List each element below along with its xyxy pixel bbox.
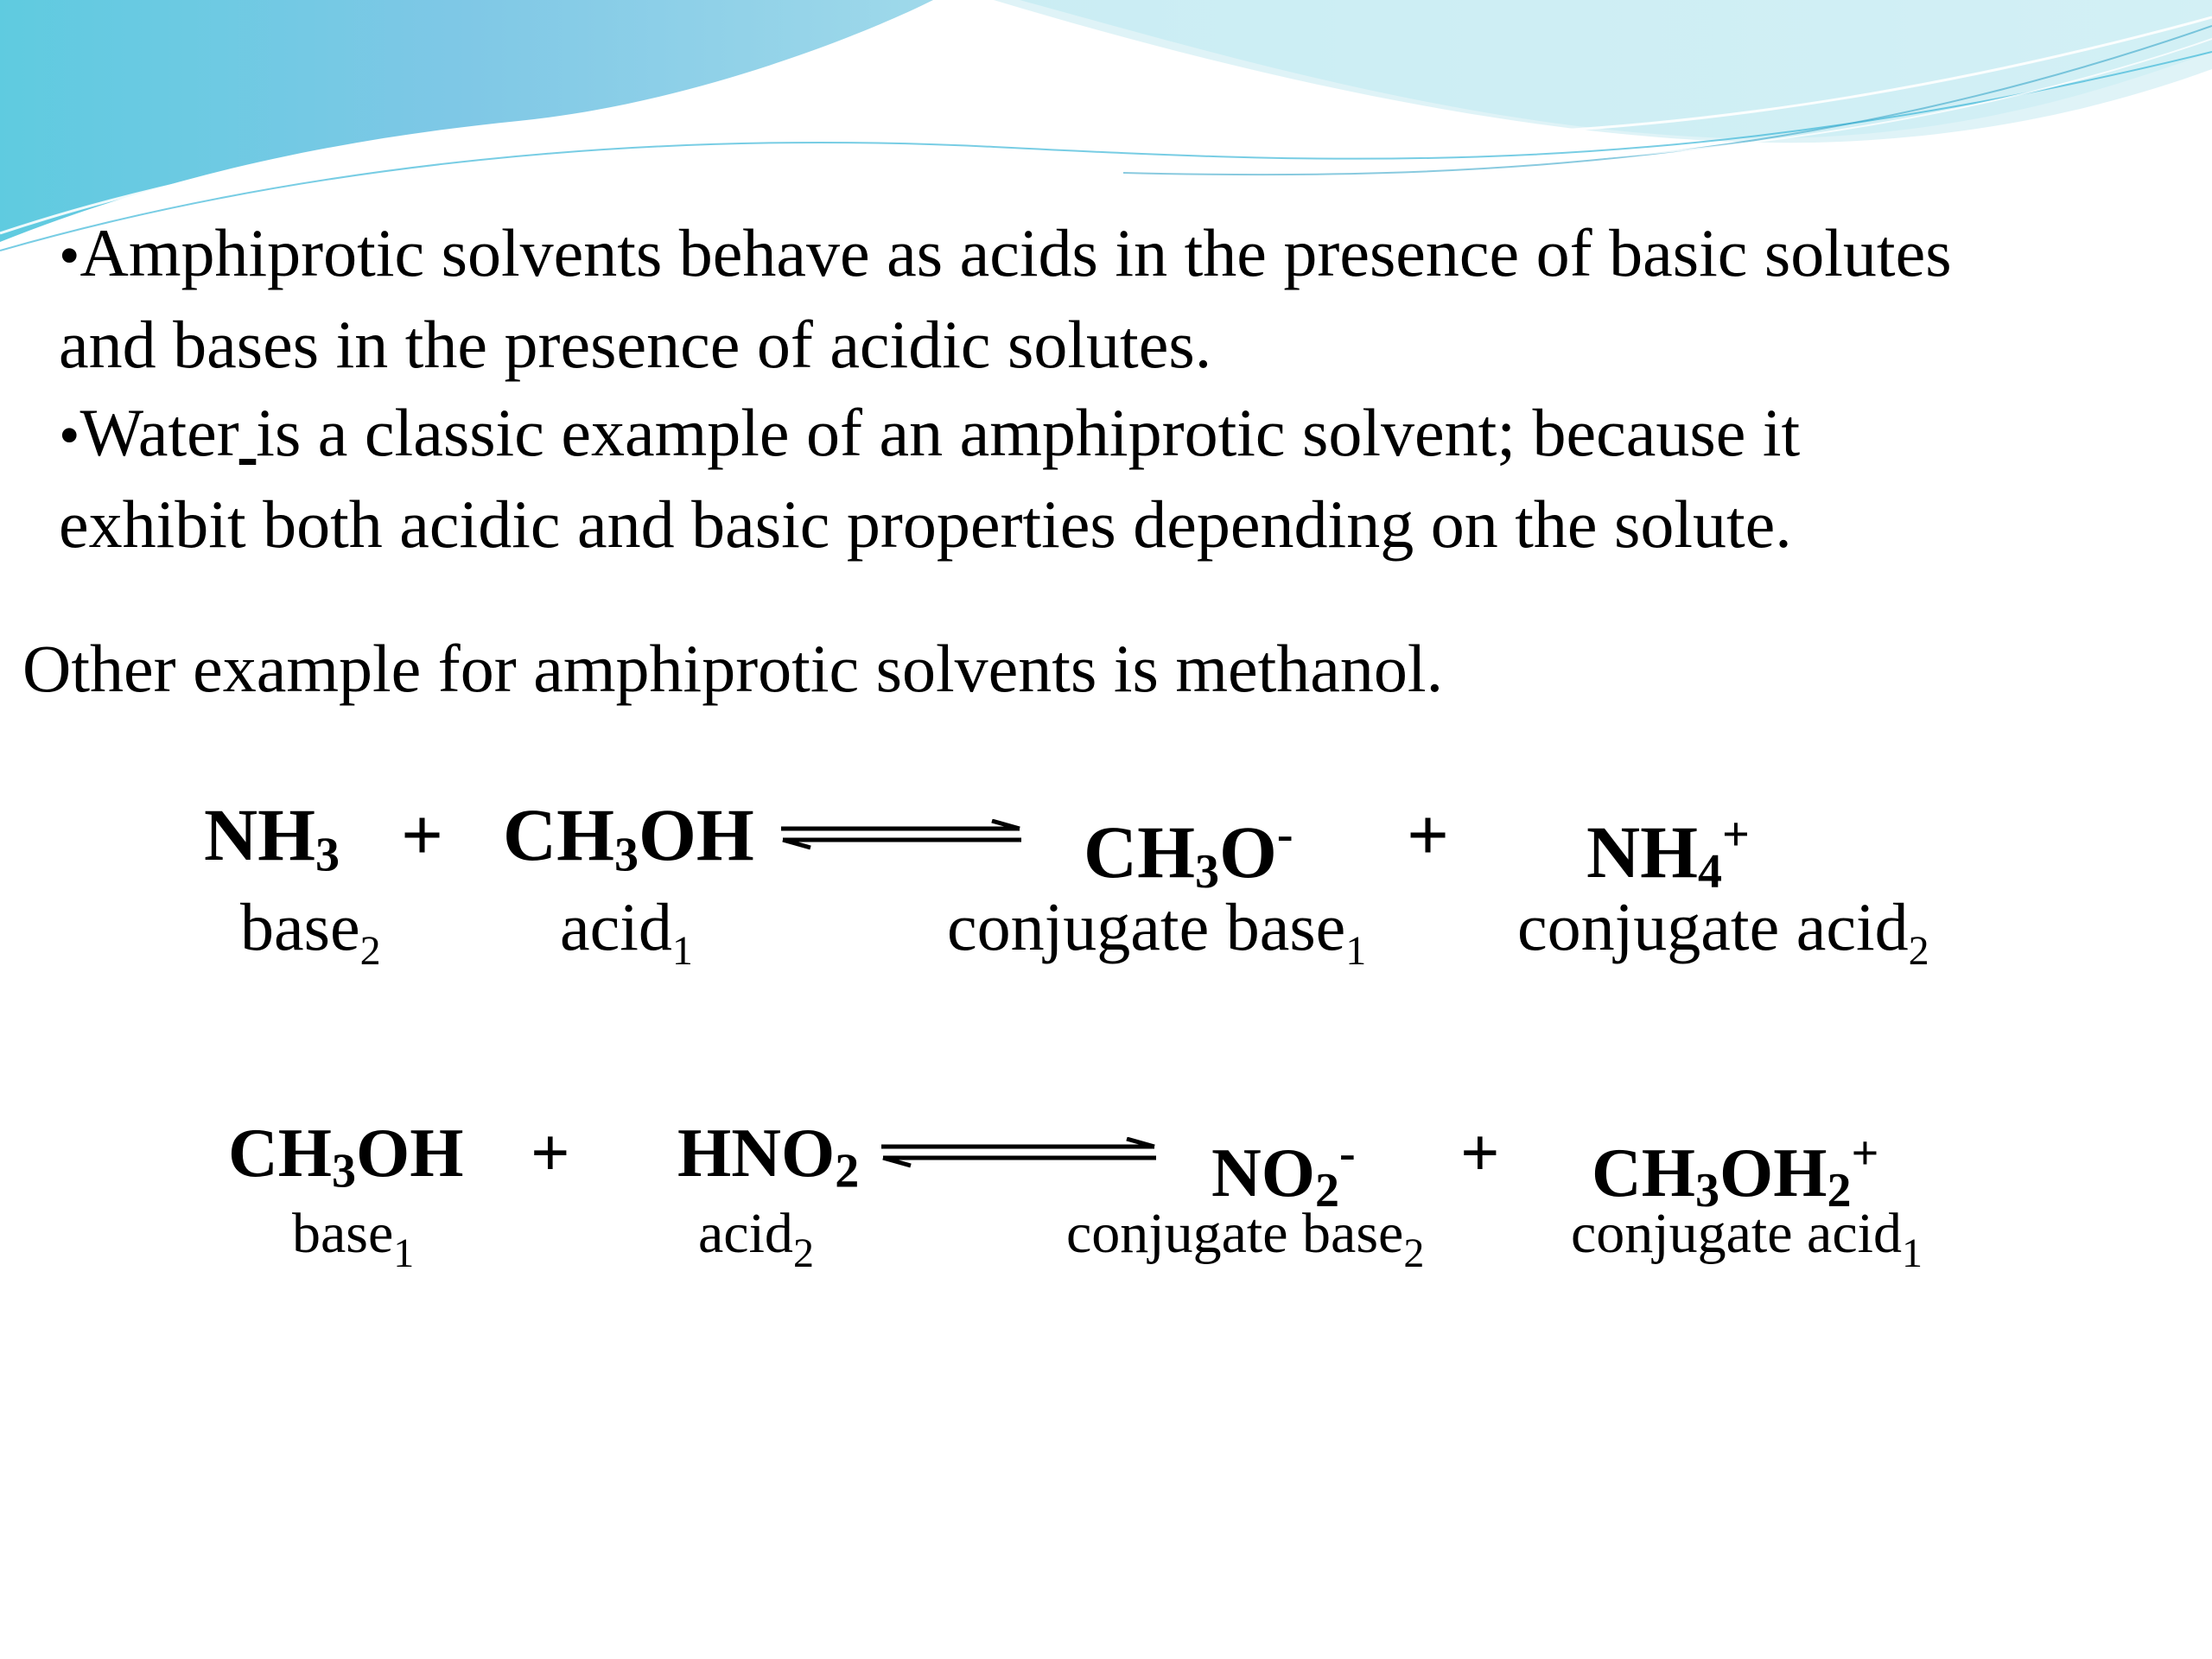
label-conjugate-base2: conjugate base$_2$ — [1066, 1202, 1425, 1276]
species-nh3: NH3 — [204, 793, 340, 882]
plus-sign: + — [401, 793, 444, 876]
label-conjugate-base1: conjugate base$_1$ — [947, 889, 1367, 974]
bullet-1-line-1: •Amphiprotic solvents behave as acids in the presence of basic solutes — [59, 215, 1952, 290]
species-hno2: HNO2 — [677, 1116, 860, 1198]
species-ch3oh: CH3OH — [228, 1116, 464, 1198]
bullet-dot: • — [59, 223, 80, 289]
species-ch3o-minus: CH3O- — [1084, 808, 1294, 899]
bullet-list — [59, 209, 2184, 569]
label-conjugate-acid2: conjugate acid$_2$ — [1517, 889, 1929, 974]
bullet-2-line-2: exhibit both acidic and basic properties depending on the solute. — [59, 486, 1792, 562]
plus-sign: + — [1407, 793, 1450, 876]
species-nh4-plus: NH4+ — [1586, 808, 1750, 899]
bullet-2-line-1: •Water is a classic example of an amphiprotic solvent; because it — [59, 395, 1801, 470]
equilibrium-arrow — [776, 819, 1027, 850]
label-acid1: acid$_1$ — [560, 889, 693, 974]
label-base1: base$_1$ — [292, 1202, 415, 1276]
other-example-text: Other example for amphiprotic solvents is methanol. — [22, 631, 1444, 706]
species-ch3oh2-plus: CH3OH2+ — [1592, 1127, 1879, 1218]
bullet-dot: • — [59, 403, 80, 469]
plus-sign: + — [531, 1116, 570, 1192]
label-conjugate-acid1: conjugate acid$_1$ — [1571, 1202, 1923, 1276]
label-base2: base$_2$ — [240, 889, 381, 974]
species-no2-minus: NO2- — [1211, 1127, 1356, 1218]
species-ch3oh: CH3OH — [503, 793, 754, 882]
equilibrium-arrow — [876, 1137, 1161, 1168]
bullet-1-line-2: and bases in the presence of acidic solutes. — [59, 307, 1212, 382]
label-acid2: acid$_2$ — [698, 1202, 814, 1276]
plus-sign: + — [1460, 1116, 1500, 1192]
